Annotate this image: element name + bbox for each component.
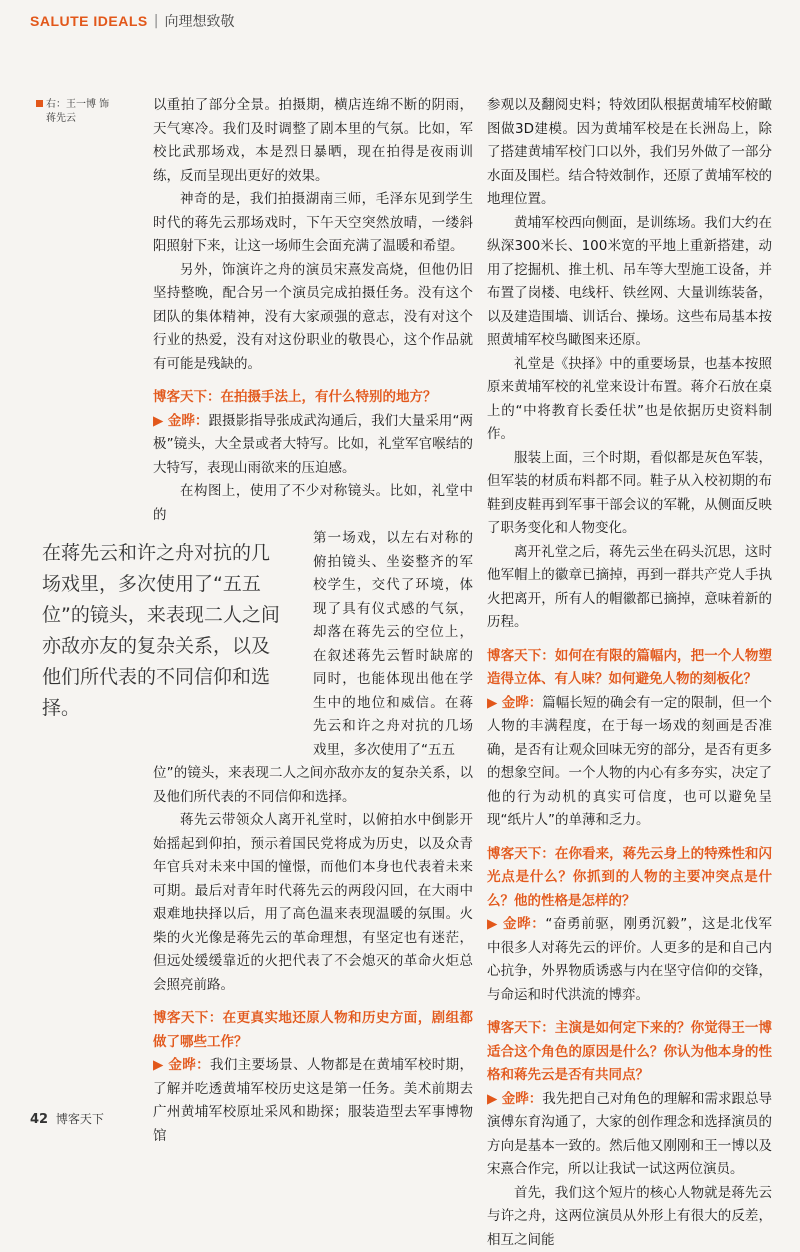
interview-question: 博客天下：在你看来，蒋先云身上的特殊性和闪光点是什么？你抓到的人物的主要冲突点是什么？他的性格是怎样的？ xyxy=(487,843,772,914)
paragraph: 在构图上，使用了不少对称镜头。比如，礼堂中的 xyxy=(153,480,473,527)
page-footer xyxy=(30,1110,104,1127)
answer-speaker: 金晔： xyxy=(503,916,545,932)
interview-question: 博客天下：在更真实地还原人物和历史方面，剧组都做了哪些工作？ xyxy=(153,1007,473,1054)
caption-line-2: 蒋先云 xyxy=(36,112,146,126)
answer-text: “奋勇前驱，刚勇沉毅”，这是北伐军中很多人对蒋先云的评价。人更多的是和自己内心抗争，外界物质诱惑与内在坚守信仰的交锋，与命运和时代洪流的博弈。 xyxy=(487,916,772,1003)
page-number: 42 xyxy=(30,1112,48,1127)
caption-line-1: 右：王一博 饰 xyxy=(46,99,109,110)
paragraph: 位”的镜头，来表现二人之间亦敌亦友的复杂关系，以及他们所代表的不同信仰和选择。 xyxy=(153,762,473,809)
header-separator: | xyxy=(154,13,159,29)
answer-speaker: 金晔： xyxy=(502,1091,543,1107)
answer-speaker: 金晔： xyxy=(502,695,543,711)
section-title: 向理想致敬 xyxy=(164,11,234,31)
answer-speaker: 金晔： xyxy=(168,413,209,429)
answer-text: 跟摄影指导张成武沟通后，我们大量采用“两极”镜头，大全景或者大特写。比如，礼堂军官喉结的大特写，表现山雨欲来的压迫感。 xyxy=(153,413,473,476)
pull-quote: 在蒋先云和许之舟对抗的几场戏里，多次使用了“五五位”的镜头，来表现二人之间亦敌亦友的复杂关系，以及他们所代表的不同信仰和选择。 xyxy=(42,538,280,724)
interview-question: 博客天下：在拍摄手法上，有什么特别的地方？ xyxy=(153,386,473,410)
caption-marker-icon xyxy=(36,100,43,107)
paragraph: 另外，饰演许之舟的演员宋熹发高烧，但他仍旧坚持整晚，配合另一个演员完成拍摄任务。没有这个团队的集体精神，没有大家顽强的意志，没有对这个行业的热爱，没有对这份职业的敬畏心，这个作品就有可能是残缺的。 xyxy=(153,259,473,377)
answer-text: 我们主要场景、人物都是在黄埔军校时期，了解并吃透黄埔军校历史这是第一任务。美术前期去广州黄埔军校原址采风和勘探；服装造型去军事博物馆 xyxy=(153,1057,473,1144)
paragraph: 礼堂是《抉择》中的重要场景，也基本按照原来黄埔军校的礼堂来设计布置。蒋介石放在桌上的“中将教育长委任状”也是依据历史资料制作。 xyxy=(487,353,772,447)
paragraph: 首先，我们这个短片的核心人物就是蒋先云与许之舟，这两位演员从外形上有很大的反差，相互之间能 xyxy=(487,1182,772,1252)
paragraph: 服装上面，三个时期，看似都是灰色军装，但军装的材质布料都不同。鞋子从入校初期的布鞋到皮鞋再到军事干部会议的军靴，从侧面反映了职务变化和人物变化。 xyxy=(487,447,772,541)
answer-arrow-icon: ▶ xyxy=(487,695,497,711)
interview-question: 博客天下：如何在有限的篇幅内，把一个人物塑造得立体、有人味？如何避免人物的刻板化？ xyxy=(487,645,772,692)
interview-answer xyxy=(153,410,473,481)
interview-answer xyxy=(487,913,772,1007)
paragraph: 参观以及翻阅史料；特效团队根据黄埔军校俯瞰图做3D建模。因为黄埔军校是在长洲岛上，除了搭建黄埔军校门口以外，我们另外做了一部分水面及围栏。结合特效制作，还原了黄埔军校的地理位置。 xyxy=(487,94,772,212)
section-brand: SALUTE IDEALS xyxy=(30,13,148,29)
right-column xyxy=(487,94,772,1252)
answer-arrow-icon: ▶ xyxy=(487,916,498,932)
answer-arrow-icon: ▶ xyxy=(153,413,163,429)
answer-text: 我先把自己对角色的理解和需求跟总导演傅东育沟通了，大家的创作理念和选择演员的方向是基本一致的。然后他又刚刚和王一博以及宋熹合作完，所以让我试一试这两位演员。 xyxy=(487,1091,772,1178)
interview-answer xyxy=(153,1054,473,1148)
answer-speaker: 金晔： xyxy=(168,1057,210,1073)
paragraph: 离开礼堂之后，蒋先云坐在码头沉思，这时他军帽上的徽章已摘掉，再到一群共产党人手执火把离开，所有人的帽徽都已摘掉，意味着新的历程。 xyxy=(487,541,772,635)
answer-arrow-icon: ▶ xyxy=(487,1091,497,1107)
interview-answer xyxy=(487,1088,772,1182)
answer-arrow-icon: ▶ xyxy=(153,1057,164,1073)
answer-text: 篇幅长短的确会有一定的限制，但一个人物的丰满程度，在于每一场戏的刻画是否准确，是否有让观众回味无穷的部分，是否有更多的想象空间。一个人物的内心有多夯实，决定了他的行为动机的真实可信度，也可以避免呈现“纸片人”的单薄和乏力。 xyxy=(487,695,772,829)
interview-question: 博客天下：主演是如何定下来的？你觉得王一博适合这个角色的原因是什么？你认为他本身的性格和蒋先云是否有共同点？ xyxy=(487,1017,772,1088)
paragraph: 以重拍了部分全景。拍摄期，横店连绵不断的阴雨，天气寒冷。我们及时调整了剧本里的气氛。比如，军校比武那场戏，本是烈日暴晒，现在拍得是夜雨训练，反而呈现出更好的效果。 xyxy=(153,94,473,188)
paragraph: 黄埔军校西向侧面，是训练场。我们大约在纵深300米长、100米宽的平地上重新搭建，动用了挖掘机、推土机、吊车等大型施工设备，并布置了岗楼、电线杆、铁丝网、大量训练装备，以及建造围墙、训话台、操场。这些布局基本按照黄埔军校鸟瞰图来还原。 xyxy=(487,212,772,353)
left-column xyxy=(153,94,473,1148)
paragraph-narrow: 第一场戏，以左右对称的俯拍镜头、坐姿整齐的军校学生，交代了环境，体现了具有仪式感的气氛，却落在蒋先云的空位上，在叙述蒋先云暂时缺席的同时，也能体现出他在学生中的地位和威信。在蒋先云和许之舟对抗的几场戏里，多次使用了“五五 xyxy=(313,527,473,762)
magazine-name: 博客天下 xyxy=(56,1112,104,1126)
paragraph: 神奇的是，我们拍摄湖南三师，毛泽东见到学生时代的蒋先云那场戏时，下午天空突然放晴，一缕斜阳照射下来，让这一场师生会面充满了温暖和希望。 xyxy=(153,188,473,259)
interview-answer xyxy=(487,692,772,833)
section-header xyxy=(30,10,234,32)
photo-caption xyxy=(36,98,146,126)
paragraph: 蒋先云带领众人离开礼堂时，以俯拍水中倒影开始摇起到仰拍，预示着国民党将成为历史，以及众青年官兵对未来中国的憧憬，而他们本身也代表着未来可期。最后对青年时代蒋先云的两段闪回，在大雨中艰难地抉择以后，用了高色温来表现温暖的氛围。火柴的火光像是蒋先云的革命理想，有坚定也有迷茫，但远处缓缓靠近的火把代表了不会熄灭的革命火炬总会照亮前路。 xyxy=(153,809,473,997)
